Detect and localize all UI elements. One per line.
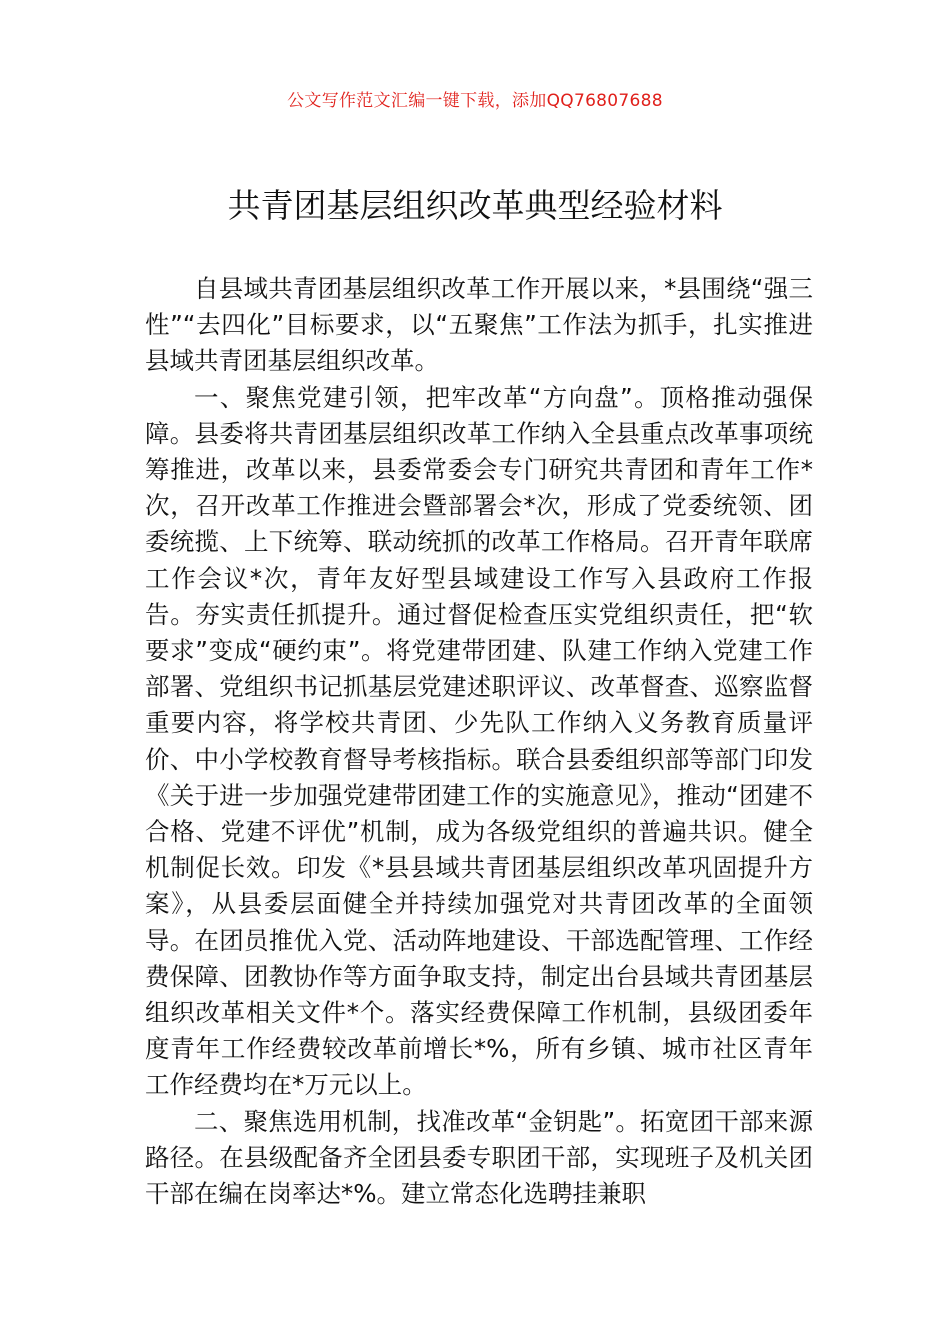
paragraph-section-1: 一、聚焦党建引领，把牢改革“方向盘”。顶格推动强保障。县委将共青团基层组织改革工作纳入全县重点改革事项统筹推进，改革以来，县委常委会专门研究共青团和青年工作*次，召开改革工作推进会暨部署会*次，形成了党委统领、团委统揽、上下统筹、联动统抓的改革工作格局。召开青年联席工作会议*次，青年友好型县域建设工作写入县政府工作报告。夯实责任抓提升。通过督促检查压实党组织责任，把“软要求”变成“硬约束”。将党建带团建、队建工作纳入党建工作部署、党组织书记抓基层党建述职评议、改革督查、巡察监督重要内容，将学校共青团、少先队工作纳入义务教育质量评价、中小学校教育督导考核指标。联合县委组织部等部门印发《关于进一步加强党建带团建工作的实施意见》，推动“团建不合格、党建不评优”机制，成为各级党组织的普遍共识。健全机制促长效。印发《*县县域共青团基层组织改革巩固提升方案》，从县委层面健全并持续加强党对共青团改革的全面领导。在团员推优入党、活动阵地建设、干部选配管理、工作经费保障、团教协作等方面争取支持，制定出台县域共青团基层组织改革相关文件*个。落实经费保障工作机制，县级团委年度青年工作经费较改革前增长*%，所有乡镇、城市社区青年工作经费均在*万元以上。 [145, 382, 813, 1100]
header-note: 公文写作范文汇编一键下载，添加QQ76807688 [287, 91, 663, 111]
document-title: 共青团基层组织改革典型经验材料 [227, 186, 723, 225]
paragraph-section-2: 二、聚焦选用机制，找准改革“金钥匙”。拓宽团干部来源路径。在县级配备齐全团县委专职团干部，实现班子及机关团干部在编在岗率达*%。建立常态化选聘挂兼职 [145, 1106, 813, 1209]
paragraph-intro: 自县域共青团基层组织改革工作开展以来，*县围绕“强三性”“去四化”目标要求，以“五聚焦”工作法为抓手，扎实推进县域共青团基层组织改革。 [145, 274, 813, 376]
document-body [145, 271, 813, 1212]
